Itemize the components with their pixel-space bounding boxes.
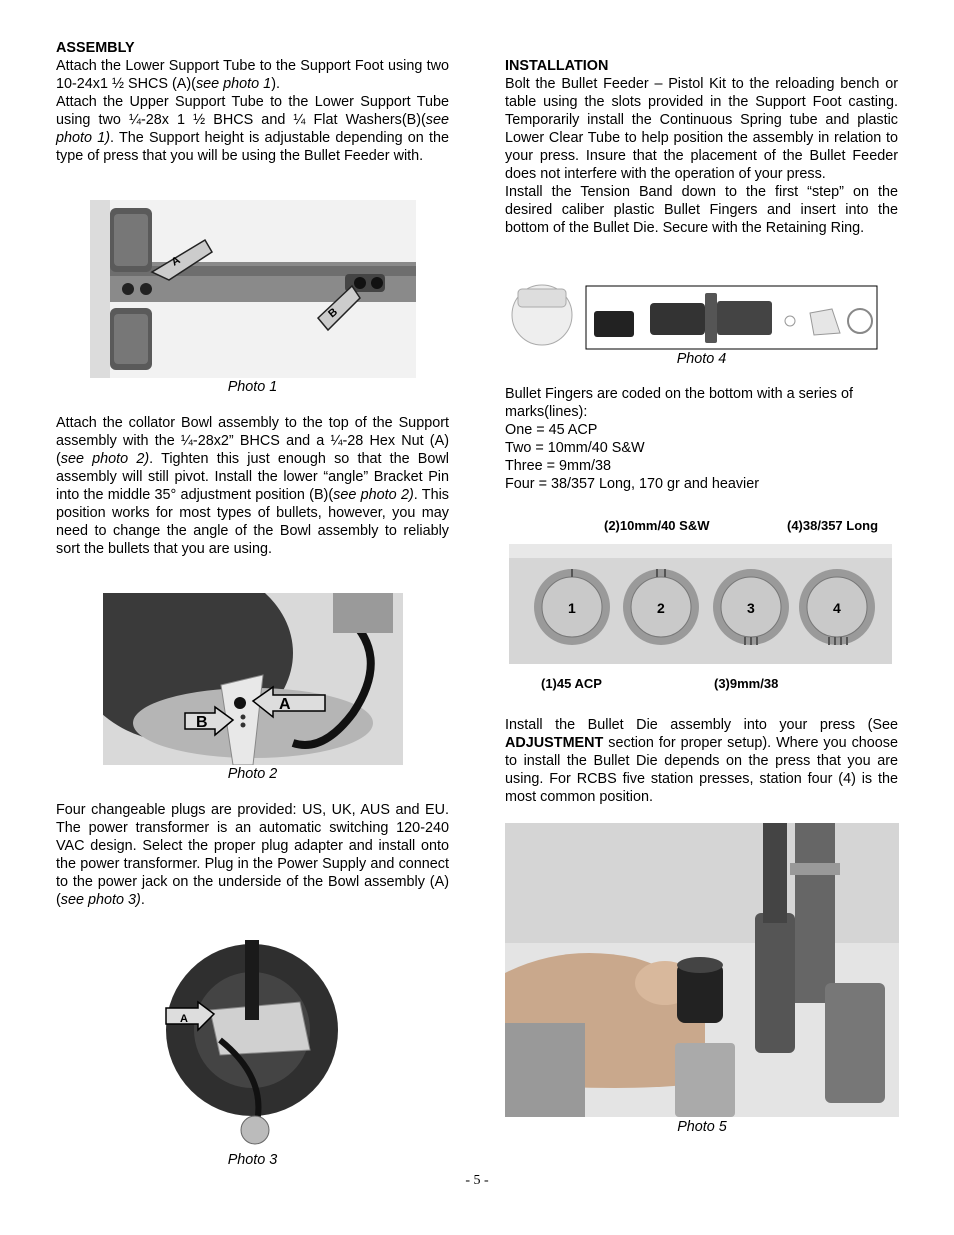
assembly-paragraph-2: Attach the collator Bowl assembly to the top of the Support assembly with the ¼-28x2” BHCS and a ¼-28 Hex Nut (A)(see photo 2). Tighten this just enough so that the Bowl assembly will still pivot. Install the lower “angle” Bracket Pin into the middle 35° adjustment position (B)(see photo 2). This position works for most types of bullets, however, you may need to change the angle of the Bowl assembly to reliably sort the bullets that you are using. [56,415,449,557]
page-number: - 5 - [465,1173,489,1188]
photo-2 [103,593,403,765]
photo2-label-b: B [196,714,208,731]
photo1-label-a: A [169,254,183,269]
photo-4 [510,275,880,353]
list-item: Three = 9mm/38 [505,458,611,474]
installation-paragraph-3: Install the Bullet Die assembly into your press (See ADJUSTMENT section for proper setup). Where you choose to install the Bullet Die depends on the press that you are using. For RCBS five station presses, station four (4) is the most common position. [505,717,898,805]
assembly-heading: ASSEMBLY [56,40,135,56]
photo-1 [90,200,416,378]
photo1-label-b: B [326,305,341,321]
installation-paragraph-1: Bolt the Bullet Feeder – Pistol Kit to the reloading bench or table using the slots provided in the Support Foot casting. Temporarily install the Continuous Spring tube and plastic Lower Clear Tube to help position the assembly in relation to your press. Insure that the placement of the Bullet Feeder does not interfere with the operation of your press. Install the Tension Band down to the first “step” on the desired caliber plastic Bullet Fingers and insert into the bottom of the Bullet Die. Secure with the Retaining Ring. [505,76,898,236]
bullet-fingers-photo [509,544,892,664]
list-item: Two = 10mm/40 S&W [505,440,645,456]
photo-2-caption: Photo 2 [227,766,278,782]
photo-4-caption: Photo 4 [676,351,727,367]
list-item: One = 45 ACP [505,422,598,438]
photo-5 [505,823,899,1117]
finger-label-38-357: (4)38/357 Long [787,518,879,533]
fingers-intro: Bullet Fingers are coded on the bottom with a series of marks(lines): [505,386,853,420]
finger-label-10mm: (2)10mm/40 S&W [604,518,710,533]
assembly-paragraph-3: Four changeable plugs are provided: US, UK, AUS and EU. The power transformer is an automatic switching 120-240 VAC design. Select the proper plug adapter and install onto the power transformer. Plug in the Power Supply and connect to the power jack on the underside of the Bowl assembly (A)(see photo 3). [56,802,449,908]
finger-label-9mm: (3)9mm/38 [714,676,779,691]
finger-number-1: 1 [568,600,576,616]
finger-number-3: 3 [747,600,755,616]
photo-3-caption: Photo 3 [227,1152,278,1168]
finger-number-2: 2 [657,600,665,616]
installation-heading: INSTALLATION [505,58,609,74]
photo2-label-a: A [279,696,291,713]
assembly-paragraph-1: Attach the Lower Support Tube to the Support Foot using two 10-24x1 ½ SHCS (A)(see photo 1). Attach the Upper Support Tube to the Lower Support Tube using two ¼-28x 1 ½ BHCS and ¼ Flat Washers(B)(see photo 1). The Support height is adjustable depending on the type of press that you will be using the Bullet Feeder with. [56,58,449,164]
finger-number-4: 4 [833,600,841,616]
list-item: Four = 38/357 Long, 170 gr and heavier [505,476,760,492]
photo-1-caption: Photo 1 [227,379,278,395]
finger-code-list [505,421,898,493]
photo3-label-a: A [180,1013,188,1025]
photo-3 [160,930,342,1148]
photo-5-caption: Photo 5 [677,1119,727,1135]
finger-label-45acp: (1)45 ACP [541,676,602,691]
